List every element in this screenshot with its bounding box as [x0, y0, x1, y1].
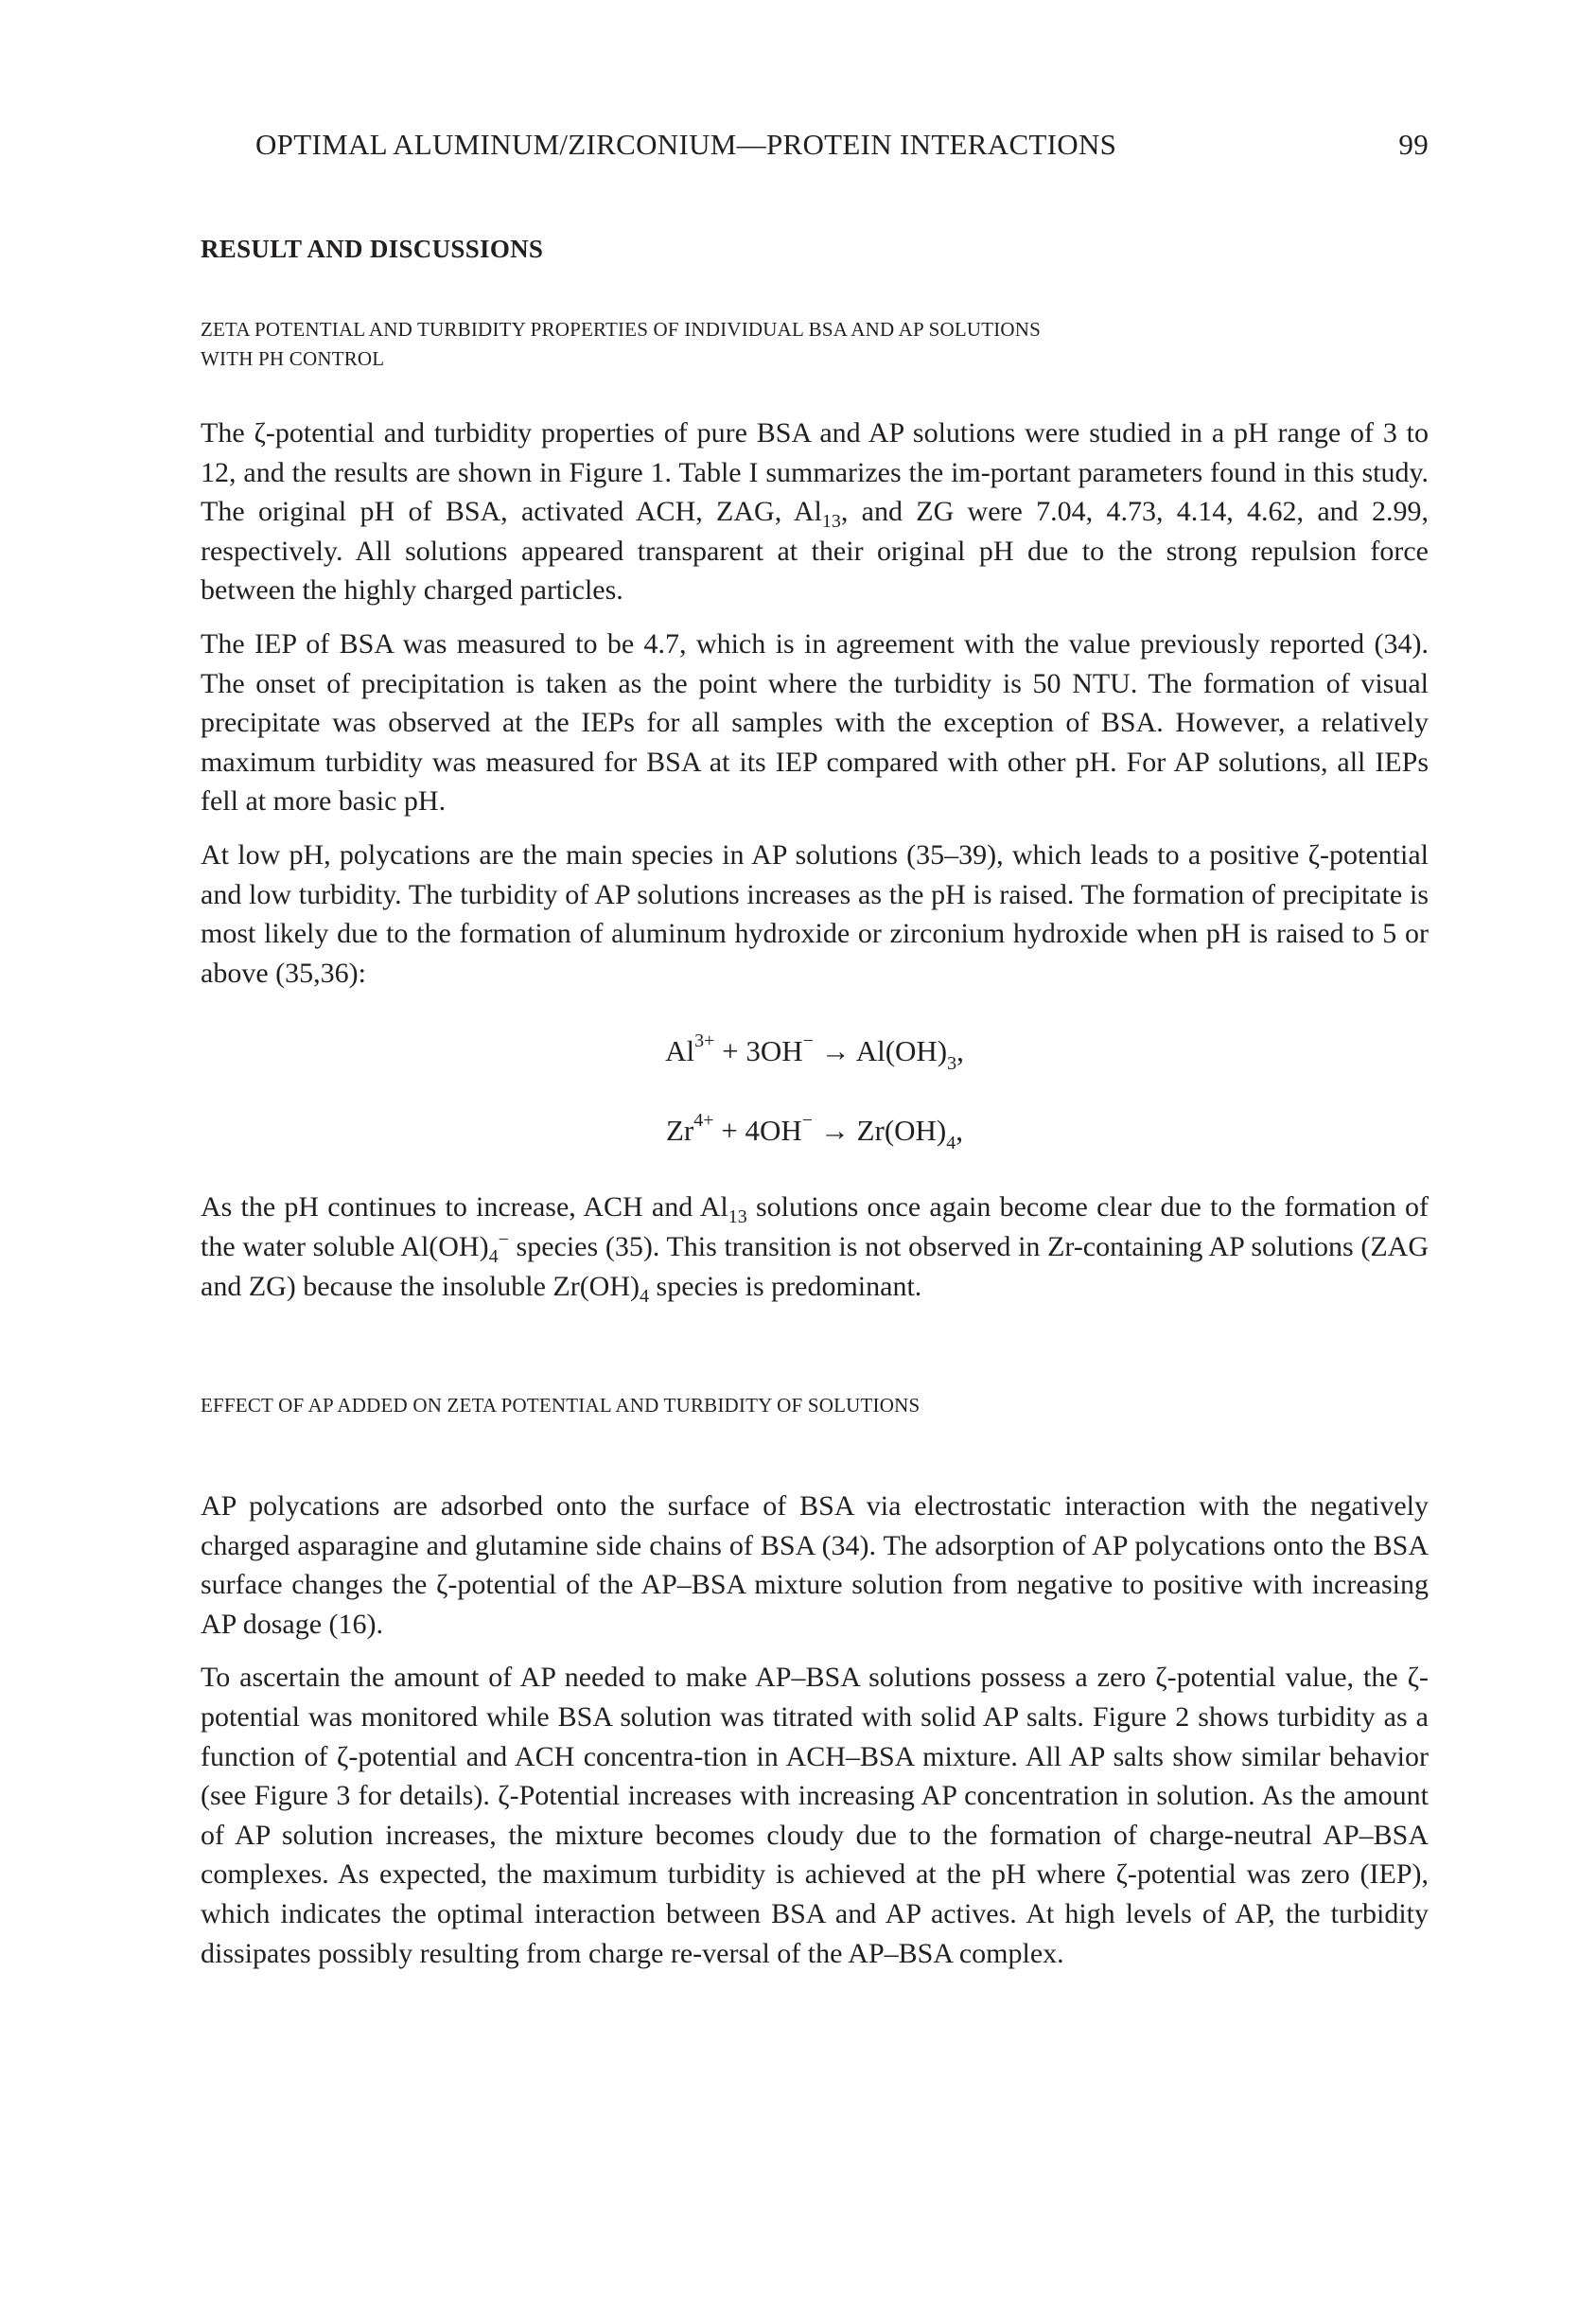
- paragraph-1: [201, 414, 1429, 610]
- text: ,: [956, 1034, 964, 1068]
- text: As the pH continues to increase, ACH and Al: [201, 1191, 728, 1223]
- paragraph-5: AP polycations are adsorbed onto the surface of BSA via electrostatic interaction with the negatively charged asparagine and glutamine side chains of BSA (34). The adsorption of AP polycations onto the BSA surface changes the ζ-potential of the AP–BSA mixture solution from negative to positive with increasing AP dosage (16).: [201, 1490, 1429, 1640]
- subscript: 4: [640, 1285, 650, 1307]
- subsection-heading-1: [201, 315, 1429, 374]
- text: ,: [956, 1114, 964, 1148]
- paragraph-3: At low pH, polycations are the main species in AP solutions (35–39), which leads to a positive ζ-potential and low turbidity. The turbidity of AP solutions increases as the pH is raised. The formation of precipitate is most likely due to the formation of aluminum hydroxide or zirconium hydroxide when pH is raised to 5 or above (35,36):: [201, 838, 1429, 989]
- subscript: 4: [488, 1245, 499, 1267]
- subscript: 13: [821, 511, 841, 533]
- page-number: 99: [1398, 128, 1429, 161]
- paragraph-6: To ascertain the amount of AP needed to make AP–BSA solutions possess a zero ζ-potential value, the ζ-potential was monitored while BSA solution was titrated with solid AP salts. Figure 2 shows turbidity as a function of ζ-potential and ACH concentra-tion in ACH–BSA mixture. All AP salts show similar behavior (see Figure 3 for details). ζ-Potential increases with increasing AP concentration in solution. As the amount of AP solution increases, the mixture becomes cloudy due to the formation of charge-neutral AP–BSA complexes. As expected, the maximum turbidity is achieved at the pH where ζ-potential was zero (IEP), which indicates the optimal interaction between BSA and AP actives. At high levels of AP, the turbidity dissipates possibly resulting from charge re-versal of the AP–BSA complex.: [201, 1662, 1429, 1969]
- text: , and ZG were 7.04, 4.73, 4.14, 4.62, and 2.99, respectively. All solutions appeared transparent at their original pH due to the strong repulsion force between the highly charged particles.: [201, 496, 1429, 607]
- text: → Zr(OH): [813, 1114, 947, 1148]
- text: species is predominant.: [649, 1270, 922, 1302]
- running-head: [201, 127, 1429, 163]
- running-title: OPTIMAL ALUMINUM/ZIRCONIUM—PROTEIN INTERACTIONS: [255, 128, 1117, 161]
- text: Zr: [665, 1114, 694, 1148]
- subscript: 4: [946, 1133, 956, 1154]
- superscript: 3+: [694, 1030, 715, 1052]
- superscript: 4+: [693, 1110, 714, 1132]
- page-column: [201, 127, 1429, 1973]
- subscript: 13: [728, 1206, 747, 1228]
- text: Al: [665, 1034, 695, 1068]
- superscript: −: [802, 1030, 814, 1052]
- text: The ζ-potential and turbidity properties of pure BSA and AP solutions were studied in a pH range of 3 to 12, and the results are shown in Figure 1. Table I summarizes the im-portant parameters found in this study. The original pH of BSA, activated ACH, ZAG, Al: [201, 417, 1429, 528]
- paragraph-4: [201, 1188, 1429, 1306]
- text: → Al(OH): [813, 1034, 948, 1068]
- section-heading: RESULT AND DISCUSSIONS: [201, 235, 544, 263]
- superscript: −: [498, 1228, 509, 1250]
- text: + 4OH: [713, 1114, 802, 1148]
- text: solutions once again become clear due to the formation of the water soluble Al(OH): [201, 1191, 1429, 1262]
- text: species (35). This transition is not observed in Zr-containing AP solutions (ZAG and ZG) because the insoluble Zr(OH): [201, 1230, 1429, 1302]
- subsection-heading-line: ZETA POTENTIAL AND TURBIDITY PROPERTIES OF INDIVIDUAL BSA AND AP SOLUTIONS: [201, 318, 1042, 341]
- equation-2: [201, 1110, 1429, 1152]
- subscript: 3: [947, 1053, 957, 1075]
- superscript: −: [801, 1110, 814, 1132]
- subsection-heading-line: WITH PH CONTROL: [201, 347, 385, 370]
- subsection-heading-2: EFFECT OF AP ADDED ON ZETA POTENTIAL AND TURBIDITY OF SOLUTIONS: [201, 1394, 921, 1417]
- paragraph-2: The IEP of BSA was measured to be 4.7, which is in agreement with the value previously reported (34). The onset of precipitation is taken as the point where the turbidity is 50 NTU. The formation of visual precipitate was observed at the IEPs for all samples with the exception of BSA. However, a relatively maximum turbidity was measured for BSA at its IEP compared with other pH. For AP solutions, all IEPs fell at more basic pH.: [201, 627, 1429, 818]
- text: + 3OH: [714, 1034, 803, 1068]
- equation-1: [201, 1030, 1429, 1075]
